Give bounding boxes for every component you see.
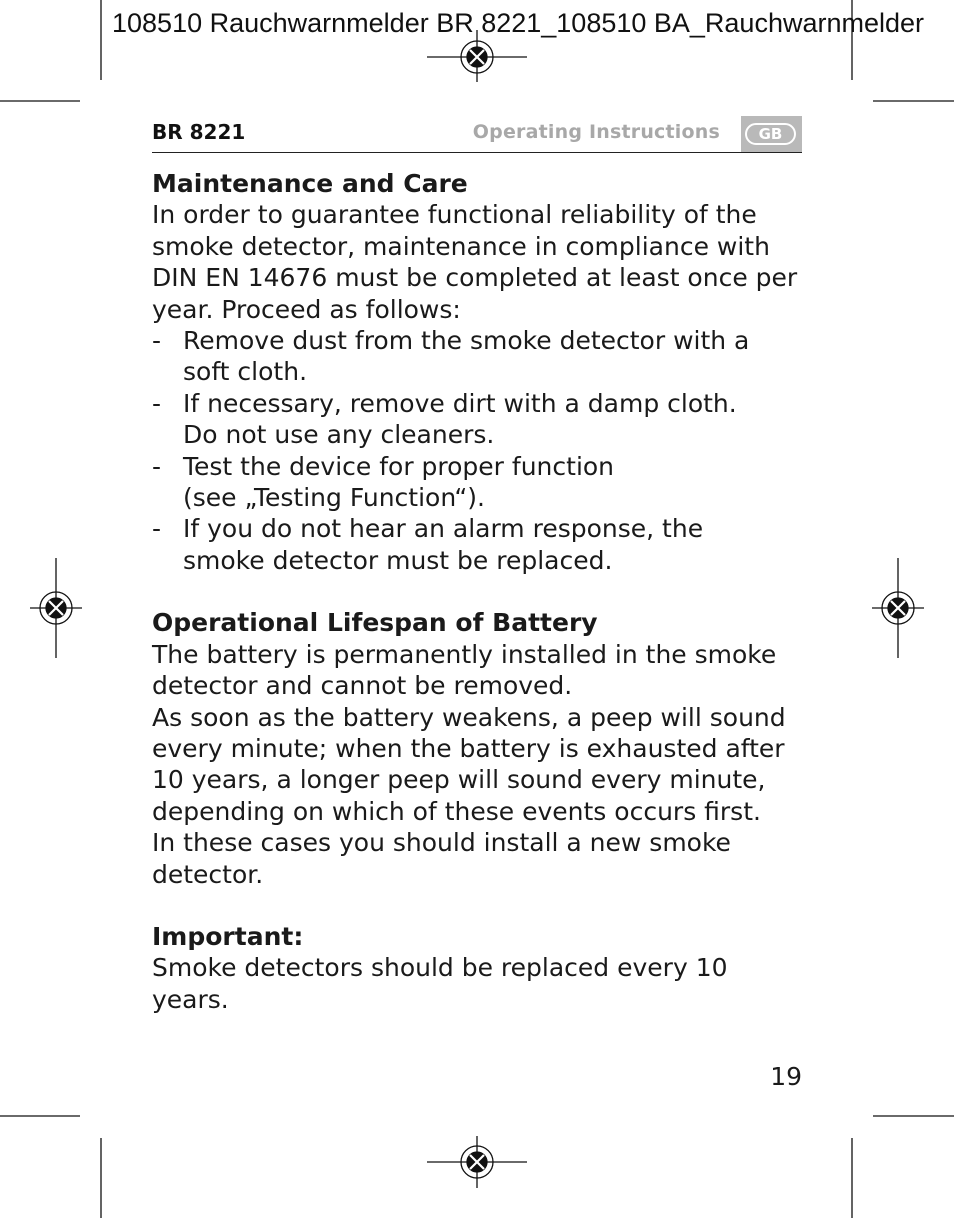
- list-item-line: If necessary, remove dirt with a damp cloth.: [183, 388, 737, 418]
- battery-line: 10 years, a longer peep will sound every minute,: [152, 765, 766, 795]
- list-item-line: If you do not hear an alarm response, the: [183, 514, 704, 544]
- page-content: [152, 168, 812, 1015]
- battery-line: every minute; when the battery is exhausted after: [152, 733, 785, 763]
- maintenance-steps-list: [152, 325, 812, 576]
- dash-bullet: -: [152, 451, 162, 481]
- maintenance-heading: Maintenance and Care: [152, 169, 468, 198]
- language-badge: [741, 116, 802, 152]
- list-item-line: soft cloth.: [183, 357, 308, 387]
- battery-line: The battery is permanently installed in the smoke: [152, 639, 777, 669]
- list-item-line: Remove dust from the smoke detector with a: [183, 326, 750, 356]
- dash-bullet: -: [152, 514, 162, 544]
- registration-mark-left: [30, 558, 82, 658]
- list-item: [152, 388, 812, 451]
- paragraph-spacer: [152, 576, 812, 607]
- list-item: [152, 513, 812, 576]
- model-number: BR 8221: [152, 120, 246, 144]
- section-title: Operating Instructions: [472, 121, 720, 143]
- important-text: Smoke detectors should be replaced every 10 years.: [152, 953, 728, 1014]
- list-item-line: Test the device for proper function: [183, 451, 615, 481]
- language-badge-label: GB: [745, 123, 796, 145]
- battery-line: detector and cannot be removed.: [152, 671, 573, 701]
- dash-bullet: -: [152, 388, 162, 418]
- paragraph-spacer: [152, 890, 812, 921]
- registration-mark-top: [427, 30, 527, 82]
- list-item-line: smoke detector must be replaced.: [183, 545, 613, 575]
- important-heading: Important:: [152, 921, 304, 951]
- registration-mark-right: [872, 558, 924, 658]
- list-item-line: Do not use any cleaners.: [183, 420, 495, 450]
- battery-line: As soon as the battery weakens, a peep will sound: [152, 702, 786, 732]
- maintenance-line: year. Proceed as follows:: [152, 294, 461, 324]
- list-item: [152, 451, 812, 514]
- dash-bullet: -: [152, 326, 162, 356]
- print-slug-line: 108510 Rauchwarnmelder BR 8221_108510 BA_Rauchwarnmelder: [112, 8, 925, 38]
- page-number: 19: [770, 1062, 802, 1091]
- maintenance-line: In order to guarantee functional reliability of the: [152, 200, 757, 230]
- list-item: [152, 325, 812, 388]
- list-item-line: (see „Testing Function“).: [183, 483, 486, 513]
- maintenance-line: DIN EN 14676 must be completed at least once per: [152, 263, 798, 293]
- battery-line: detector.: [152, 859, 264, 889]
- battery-heading: Operational Lifespan of Battery: [152, 608, 598, 638]
- registration-mark-bottom: [427, 1136, 527, 1188]
- maintenance-line: smoke detector, maintenance in compliance with: [152, 231, 770, 261]
- battery-line: depending on which of these events occurs first.: [152, 796, 761, 826]
- battery-line: In these cases you should install a new smoke: [152, 828, 731, 858]
- page-header: [152, 116, 802, 153]
